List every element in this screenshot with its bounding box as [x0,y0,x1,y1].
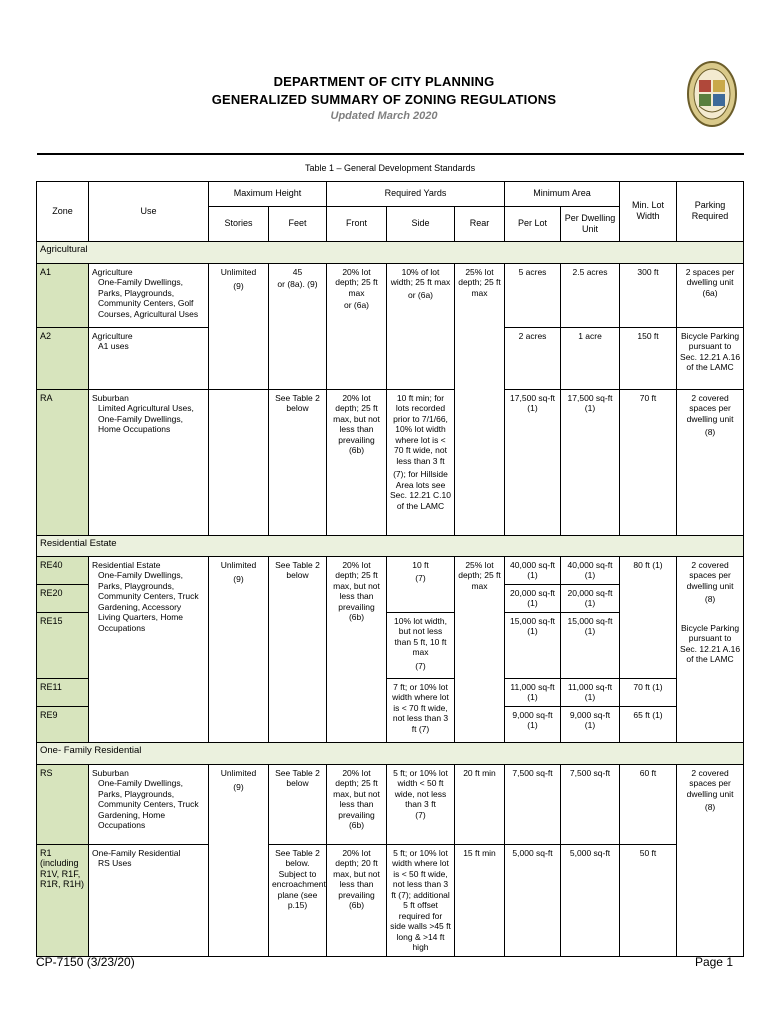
side-value: 10 ft [412,559,429,570]
use-description: One-Family Dwellings, Parks, Playgrounds, Community Centers, Golf Courses, Agricultural Uses [98,277,199,319]
use-ra [89,389,209,535]
per-lot-re20: 20,000 sq-ft (1) [505,584,561,612]
width-re40-re15: 80 ft (1) [620,556,677,678]
header-required-yards: Required Yards [327,181,505,206]
header-zone: Zone [37,181,89,241]
use-description: A1 uses [98,341,129,351]
stories-re [209,556,269,742]
parking-bicycle: Bicycle Parking pursuant to Sec. 12.21 A.16 of the LAMC [680,622,741,664]
zoning-standards-table [36,153,744,957]
feet-ra: See Table 2 below [269,389,327,535]
header-use: Use [89,181,209,241]
use-re [89,556,209,742]
side-value: 10% lot width, but not less than 5 ft, 10 ft max [394,615,447,657]
header-stories: Stories [209,206,269,241]
side-re11-re9: 7 ft; or 10% lot width where lot is < 70 ft wide, not less than 3 ft (7) [387,678,455,742]
page-header [0,72,768,124]
use-title: Agriculture [92,266,133,277]
side-note: (7) [415,809,426,820]
use-title: Suburban [92,767,129,778]
parking-value: 2 covered spaces per dwelling unit [686,392,734,424]
parking-a1 [677,263,744,327]
rear-agricultural: 25% lot depth; 25 ft max [455,263,505,535]
header-min-lot-width: Min. Lot Width [620,181,677,241]
front-value: 20% lot depth; 25 ft max [335,266,378,298]
per-du-rs: 7,500 sq-ft [561,764,620,844]
header-front: Front [327,206,387,241]
zone-r1: R1 (including R1V, R1F, R1R, R1H) [37,844,89,956]
stories-ra [209,389,269,535]
header-rear: Rear [455,206,505,241]
per-lot-a2: 2 acres [505,327,561,389]
stories-value: Unlimited [220,266,257,277]
header-max-height: Maximum Height [209,181,327,206]
summary-title: GENERALIZED SUMMARY OF ZONING REGULATIONS [211,92,557,107]
per-lot-re9: 9,000 sq-ft (1) [505,706,561,742]
side-re15 [387,612,455,678]
use-description: One-Family Dwellings, Parks, Playgrounds, Community Centers, Truck Gardening, Accessory Living Quarters, Home Occupations [98,570,199,633]
side-note: or (6a) [407,289,434,300]
use-title: Residential Estate [92,559,161,570]
per-du-a2: 1 acre [561,327,620,389]
per-lot-re40: 40,000 sq-ft (1) [505,556,561,584]
side-re40-re20 [387,556,455,612]
per-du-re9: 9,000 sq-ft (1) [561,706,620,742]
per-lot-re15: 15,000 sq-ft (1) [505,612,561,678]
parking-re [677,556,744,742]
per-du-re40: 40,000 sq-ft (1) [561,556,620,584]
feet-re: See Table 2 below [269,556,327,742]
front-ra: 20% lot depth; 25 ft max, but not less than prevailing (6b) [327,389,387,535]
front-r1: 20% lot depth; 20 ft max, but not less than prevailing (6b) [327,844,387,956]
side-a2 [387,327,455,389]
side-value: 5 ft; or 10% lot width < 50 ft wide, not less than 3 ft [393,767,448,809]
per-du-re20: 20,000 sq-ft (1) [561,584,620,612]
document-id: CP-7150 (3/23/20) [36,955,135,969]
zone-ra: RA [37,389,89,535]
zone-re11: RE11 [37,678,89,706]
parking-value: 2 covered spaces per dwelling unit [686,767,734,799]
updated-date: Updated March 2020 [330,110,438,122]
front-re: 20% lot depth; 25 ft max, but not less than prevailing (6b) [327,556,387,742]
side-value: 10% of lot width; 25 ft max [390,266,451,287]
stories-rs-r1 [209,764,269,956]
rear-re: 25% lot depth; 25 ft max [455,556,505,742]
header-per-dwelling-unit: Per Dwelling Unit [561,206,620,241]
width-r1: 50 ft [620,844,677,956]
parking-note: (8) [704,802,716,812]
width-rs: 60 ft [620,764,677,844]
header-feet: Feet [269,206,327,241]
parking-note: (8) [704,594,716,604]
zone-a2: A2 [37,327,89,389]
rear-rs: 20 ft min [455,764,505,844]
side-note: (7); for Hillside Area lots see Sec. 12.21 C.10 of the LAMC [390,469,451,511]
front-rs: 20% lot depth; 25 ft max, but not less than prevailing (6b) [327,764,387,844]
header-parking: Parking Required [677,181,744,241]
parking-rs-r1 [677,764,744,956]
use-a1 [89,263,209,327]
zone-re20: RE20 [37,584,89,612]
side-rs [387,764,455,844]
header-minimum-area: Minimum Area [505,181,620,206]
per-du-re15: 15,000 sq-ft (1) [561,612,620,678]
per-lot-r1: 5,000 sq-ft [505,844,561,956]
stories-value: Unlimited [220,767,257,778]
use-rs [89,764,209,844]
use-description: One-Family Dwellings, Parks, Playgrounds, Community Centers, Truck Gardening, Home Occupations [98,778,199,830]
per-lot-rs: 7,500 sq-ft [505,764,561,844]
parking-note: (6a) [702,287,718,298]
stories-note: (9) [233,574,244,584]
side-ra [387,389,455,535]
feet-value: 45 [292,266,303,277]
zone-rs: RS [37,764,89,844]
parking-note: (8) [704,427,716,437]
feet-r1: See Table 2 below. Subject to encroachment plane (see p.15) [269,844,327,956]
per-du-r1: 5,000 sq-ft [561,844,620,956]
per-du-a1: 2.5 acres [561,263,620,327]
side-a1 [387,263,455,327]
use-title: Agriculture [92,330,133,341]
per-lot-ra: 17,500 sq-ft (1) [505,389,561,535]
department-title: DEPARTMENT OF CITY PLANNING [273,74,495,89]
per-lot-a1: 5 acres [505,263,561,327]
side-note: (7) [415,573,426,583]
zone-re15: RE15 [37,612,89,678]
per-du-re11: 11,000 sq-ft (1) [561,678,620,706]
width-ra: 70 ft [620,389,677,535]
feet-note: or (8a). (9) [277,279,318,289]
use-r1 [89,844,209,956]
stories-a1-a2 [209,263,269,389]
side-r1: 5 ft; or 10% lot width where lot is < 50 ft wide, not less than 3 ft (7); additional 5 ft offset required for side walls >45 ft long & >14 ft high [387,844,455,956]
page-number: Page 1 [694,955,733,969]
side-value: 10 ft min; for lots recorded prior to 7/1/66, 10% lot width where lot is < 70 ft wide, not less than 3 ft [393,392,448,466]
width-a2: 150 ft [620,327,677,389]
width-a1: 300 ft [620,263,677,327]
per-du-ra: 17,500 sq-ft (1) [561,389,620,535]
parking-ra [677,389,744,535]
front-note: or (6a) [343,300,370,310]
parking-value: 2 covered spaces per dwelling unit [686,559,734,591]
stories-value: Unlimited [220,559,257,570]
parking-value: 2 spaces per dwelling unit [685,266,735,287]
section-residential-estate: Residential Estate [37,535,744,556]
feet-rs: See Table 2 below [269,764,327,844]
parking-a2: Bicycle Parking pursuant to Sec. 12.21 A.16 of the LAMC [677,327,744,389]
use-a2 [89,327,209,389]
feet-a2 [269,327,327,389]
side-note: (7) [415,660,426,671]
front-a2 [327,327,387,389]
section-agricultural: Agricultural [37,241,744,263]
feet-a1 [269,263,327,327]
width-re9: 65 ft (1) [620,706,677,742]
front-a1 [327,263,387,327]
use-description: Limited Agricultural Uses, One-Family Dwellings, Home Occupations [98,403,194,434]
use-description: RS Uses [98,858,132,868]
use-title: One-Family Residential [92,847,181,858]
section-one-family-residential: One- Family Residential [37,742,744,764]
use-title: Suburban [92,392,129,403]
city-of-los-angeles-seal-icon [687,60,737,128]
stories-note: (9) [233,782,244,792]
zone-re40: RE40 [37,556,89,584]
zone-re9: RE9 [37,706,89,742]
rear-r1: 15 ft min [455,844,505,956]
table-title: Table 1 – General Development Standards [37,154,744,181]
header-per-lot: Per Lot [505,206,561,241]
zone-a1: A1 [37,263,89,327]
header-side: Side [387,206,455,241]
per-lot-re11: 11,000 sq-ft (1) [505,678,561,706]
width-re11: 70 ft (1) [620,678,677,706]
stories-note: (9) [233,281,244,291]
